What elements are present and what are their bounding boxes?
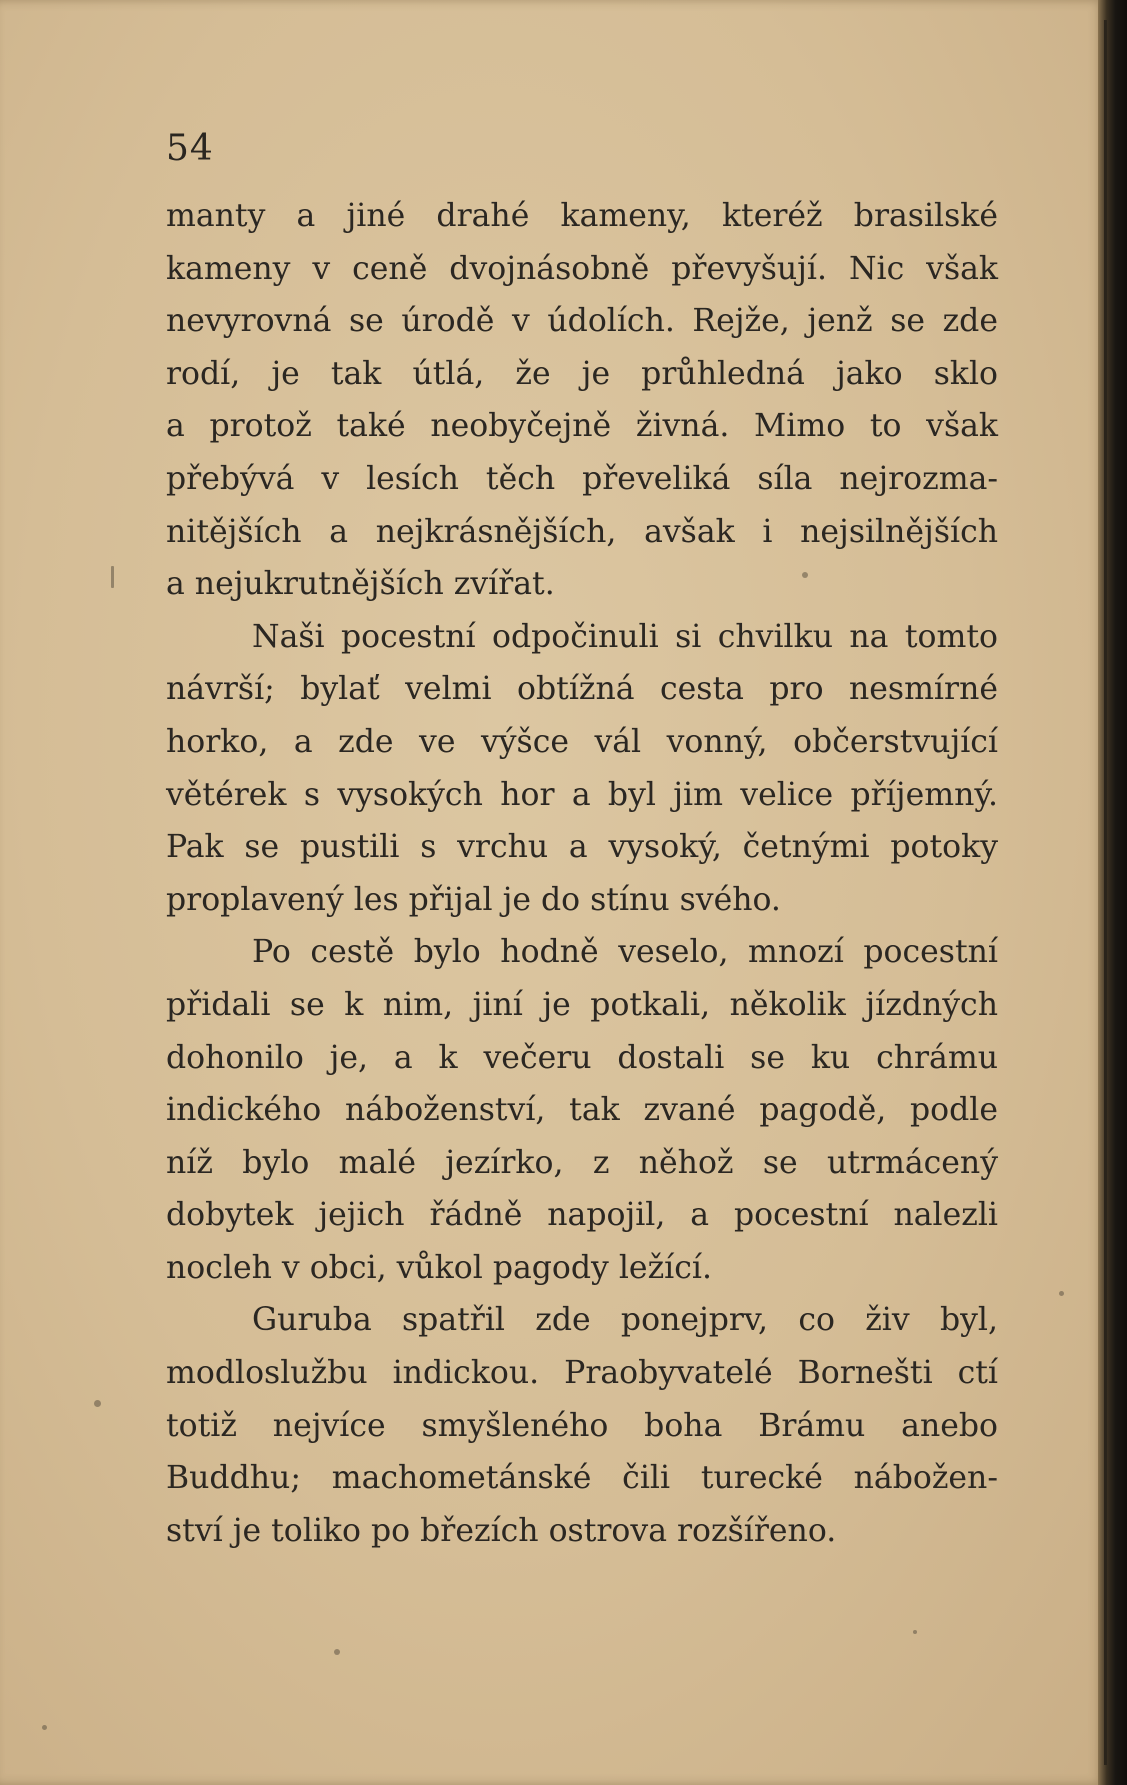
body-text bbox=[166, 190, 998, 1557]
text-line: kameny v ceně dvojnásobně převyšují. Nic však bbox=[166, 250, 998, 287]
text-line: nevyrovná se úrodě v údolích. Rejže, jenž se zde bbox=[166, 303, 998, 340]
page-number: 54 bbox=[166, 128, 214, 169]
binding-line bbox=[1104, 20, 1107, 1765]
text-line: rodí, je tak útlá, že je průhledná jako sklo bbox=[166, 355, 998, 392]
text-line: návrší; bylať velmi obtížná cesta pro nesmírné bbox=[166, 671, 998, 708]
text-line: níž bylo malé jezírko, z něhož se utrmácený bbox=[166, 1144, 998, 1181]
paragraph-first-line: Naši pocestní odpočinuli si chvilku na tomto bbox=[252, 618, 998, 655]
text-line: proplavený les přijal je do stínu svého. bbox=[166, 881, 781, 918]
book-binding-edge bbox=[1098, 0, 1127, 1785]
text-line: Buddhu; machometánské čili turecké nábožen- bbox=[166, 1460, 998, 1497]
text-line: dobytek jejich řádně napojil, a pocestní nalezli bbox=[166, 1197, 998, 1234]
text-line: modloslužbu indickou. Praobyvatelé Bornešti ctí bbox=[166, 1355, 998, 1392]
text-line: indického náboženství, tak zvané pagodě, podle bbox=[166, 1092, 998, 1129]
text-line: nitějších a nejkrásnějších, avšak i nejsilnějších bbox=[166, 513, 998, 550]
text-line: přebývá v lesích těch převeliká síla nejrozma- bbox=[166, 460, 998, 497]
text-line: totiž nejvíce smyšleného boha Brámu anebo bbox=[166, 1407, 998, 1444]
text-line: Pak se pustili s vrchu a vysoký, četnými potoky bbox=[166, 829, 998, 866]
text-line: nocleh v obci, vůkol pagody ležící. bbox=[166, 1249, 712, 1286]
paragraph-first-line: Guruba spatřil zde ponejprv, co živ byl, bbox=[252, 1302, 998, 1339]
text-line: dohonilo je, a k večeru dostali se ku chrámu bbox=[166, 1039, 998, 1076]
text-line: větérek s vysokých hor a byl jim velice příjemný. bbox=[166, 776, 998, 813]
text-line: manty a jiné drahé kameny, kteréž brasilské bbox=[166, 198, 998, 234]
text-line: horko, a zde ve výšce vál vonný, občerstvující bbox=[166, 723, 998, 760]
text-line: a nejukrutnějších zvířat. bbox=[166, 566, 555, 603]
text-line: přidali se k nim, jiní je potkali, několik jízdných bbox=[166, 986, 998, 1023]
paragraph-first-line: Po cestě bylo hodně veselo, mnozí pocestní bbox=[252, 934, 998, 971]
text-line: a protož také neobyčejně živná. Mimo to však bbox=[166, 408, 998, 445]
text-line: ství je toliko po březích ostrova rozšířeno. bbox=[166, 1512, 837, 1549]
